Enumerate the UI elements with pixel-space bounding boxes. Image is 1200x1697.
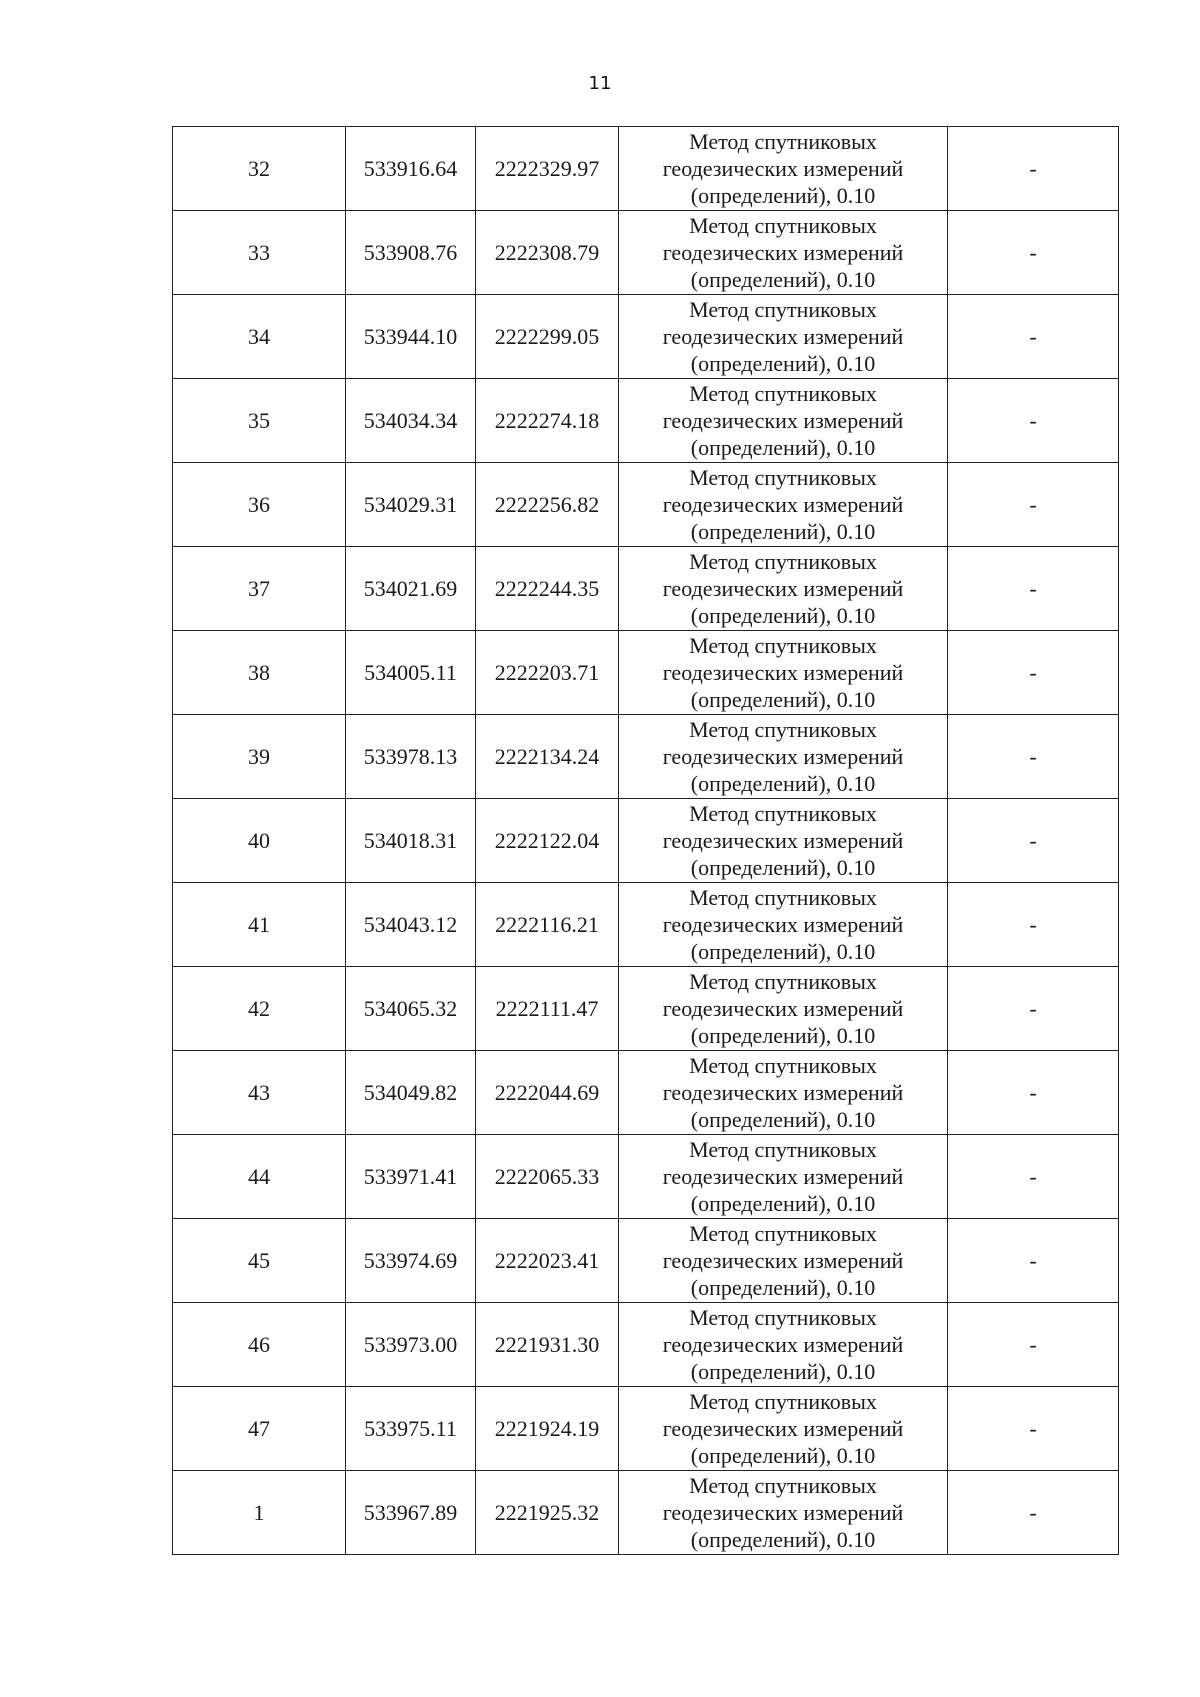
table-row — [173, 1303, 1119, 1387]
method-line: (определений), 0.10 — [690, 771, 876, 796]
point-number-cell: 43 — [173, 1051, 346, 1135]
method-line: Метод спутниковых — [689, 717, 877, 742]
method-cell — [619, 1219, 948, 1303]
y-coordinate-cell: 2222116.21 — [476, 883, 619, 967]
y-coordinate-cell: 2222044.69 — [476, 1051, 619, 1135]
point-number-cell: 34 — [173, 295, 346, 379]
method-line: (определений), 0.10 — [690, 351, 876, 376]
page-number: 11 — [588, 73, 612, 94]
point-number-cell: 44 — [173, 1135, 346, 1219]
x-coordinate-cell: 533916.64 — [346, 127, 476, 211]
method-line: Метод спутниковых — [689, 633, 877, 658]
x-coordinate-cell: 533973.00 — [346, 1303, 476, 1387]
y-coordinate-cell: 2222065.33 — [476, 1135, 619, 1219]
y-coordinate-cell: 2222299.05 — [476, 295, 619, 379]
method-line: (определений), 0.10 — [690, 267, 876, 292]
description-cell: - — [948, 379, 1119, 463]
table-row — [173, 463, 1119, 547]
method-line: (определений), 0.10 — [690, 519, 876, 544]
x-coordinate-cell: 534005.11 — [346, 631, 476, 715]
method-cell — [619, 967, 948, 1051]
method-line: геодезических измерений — [662, 408, 904, 433]
method-cell — [619, 1387, 948, 1471]
method-line: Метод спутниковых — [689, 1221, 877, 1246]
method-line: Метод спутниковых — [689, 213, 877, 238]
table-row — [173, 547, 1119, 631]
x-coordinate-cell: 533974.69 — [346, 1219, 476, 1303]
method-cell — [619, 883, 948, 967]
point-number-cell: 45 — [173, 1219, 346, 1303]
description-cell: - — [948, 715, 1119, 799]
method-line: Метод спутниковых — [689, 969, 877, 994]
point-number-cell: 36 — [173, 463, 346, 547]
x-coordinate-cell: 533975.11 — [346, 1387, 476, 1471]
table-row — [173, 127, 1119, 211]
method-line: геодезических измерений — [662, 912, 904, 937]
y-coordinate-cell: 2221925.32 — [476, 1471, 619, 1555]
method-line: (определений), 0.10 — [690, 1527, 876, 1552]
method-line: Метод спутниковых — [689, 801, 877, 826]
point-number-cell: 41 — [173, 883, 346, 967]
x-coordinate-cell: 534049.82 — [346, 1051, 476, 1135]
method-line: Метод спутниковых — [689, 885, 877, 910]
method-line: Метод спутниковых — [689, 1473, 877, 1498]
method-cell — [619, 463, 948, 547]
method-line: (определений), 0.10 — [690, 603, 876, 628]
method-line: Метод спутниковых — [689, 1137, 877, 1162]
description-cell: - — [948, 883, 1119, 967]
method-cell — [619, 715, 948, 799]
method-cell — [619, 631, 948, 715]
description-cell: - — [948, 799, 1119, 883]
point-number-cell: 1 — [173, 1471, 346, 1555]
method-line: Метод спутниковых — [689, 465, 877, 490]
point-number-cell: 47 — [173, 1387, 346, 1471]
method-line: (определений), 0.10 — [690, 1191, 876, 1216]
method-cell — [619, 547, 948, 631]
table-row — [173, 1387, 1119, 1471]
y-coordinate-cell: 2222329.97 — [476, 127, 619, 211]
x-coordinate-cell: 534018.31 — [346, 799, 476, 883]
y-coordinate-cell: 2222134.24 — [476, 715, 619, 799]
method-cell — [619, 1135, 948, 1219]
method-cell — [619, 1051, 948, 1135]
y-coordinate-cell: 2222203.71 — [476, 631, 619, 715]
method-line: (определений), 0.10 — [690, 1443, 876, 1468]
method-line: (определений), 0.10 — [690, 1023, 876, 1048]
point-number-cell: 42 — [173, 967, 346, 1051]
table-row — [173, 1051, 1119, 1135]
description-cell: - — [948, 1471, 1119, 1555]
method-line: (определений), 0.10 — [690, 1275, 876, 1300]
method-line: геодезических измерений — [662, 1164, 904, 1189]
x-coordinate-cell: 533971.41 — [346, 1135, 476, 1219]
method-line: геодезических измерений — [662, 660, 904, 685]
coordinates-table-body — [173, 127, 1119, 1555]
table-row — [173, 799, 1119, 883]
method-cell — [619, 211, 948, 295]
description-cell: - — [948, 211, 1119, 295]
description-cell: - — [948, 1219, 1119, 1303]
description-cell: - — [948, 463, 1119, 547]
method-cell — [619, 127, 948, 211]
point-number-cell: 46 — [173, 1303, 346, 1387]
description-cell: - — [948, 1387, 1119, 1471]
method-line: (определений), 0.10 — [690, 687, 876, 712]
x-coordinate-cell: 534029.31 — [346, 463, 476, 547]
coordinates-table — [172, 126, 1119, 1555]
method-line: Метод спутниковых — [689, 381, 877, 406]
method-line: (определений), 0.10 — [690, 1359, 876, 1384]
y-coordinate-cell: 2221931.30 — [476, 1303, 619, 1387]
point-number-cell: 35 — [173, 379, 346, 463]
method-cell — [619, 295, 948, 379]
method-line: Метод спутниковых — [689, 1389, 877, 1414]
table-row — [173, 1219, 1119, 1303]
method-line: геодезических измерений — [662, 324, 904, 349]
table-row — [173, 715, 1119, 799]
method-line: геодезических измерений — [662, 576, 904, 601]
x-coordinate-cell: 534021.69 — [346, 547, 476, 631]
method-cell — [619, 1303, 948, 1387]
y-coordinate-cell: 2222256.82 — [476, 463, 619, 547]
table-row — [173, 1135, 1119, 1219]
y-coordinate-cell: 2222308.79 — [476, 211, 619, 295]
y-coordinate-cell: 2222111.47 — [476, 967, 619, 1051]
y-coordinate-cell: 2222274.18 — [476, 379, 619, 463]
table-row — [173, 1471, 1119, 1555]
x-coordinate-cell: 533908.76 — [346, 211, 476, 295]
table-row — [173, 211, 1119, 295]
method-line: (определений), 0.10 — [690, 1107, 876, 1132]
point-number-cell: 40 — [173, 799, 346, 883]
method-line: Метод спутниковых — [689, 129, 877, 154]
method-line: Метод спутниковых — [689, 297, 877, 322]
x-coordinate-cell: 533967.89 — [346, 1471, 476, 1555]
method-line: геодезических измерений — [662, 744, 904, 769]
table-row — [173, 883, 1119, 967]
method-line: геодезических измерений — [662, 1332, 904, 1357]
description-cell: - — [948, 295, 1119, 379]
description-cell: - — [948, 1303, 1119, 1387]
method-line: геодезических измерений — [662, 1500, 904, 1525]
method-line: Метод спутниковых — [689, 1305, 877, 1330]
method-line: геодезических измерений — [662, 156, 904, 181]
y-coordinate-cell: 2222244.35 — [476, 547, 619, 631]
method-line: геодезических измерений — [662, 996, 904, 1021]
method-line: Метод спутниковых — [689, 549, 877, 574]
x-coordinate-cell: 533978.13 — [346, 715, 476, 799]
method-line: геодезических измерений — [662, 492, 904, 517]
point-number-cell: 32 — [173, 127, 346, 211]
table-row — [173, 631, 1119, 715]
point-number-cell: 38 — [173, 631, 346, 715]
method-cell — [619, 799, 948, 883]
method-cell — [619, 379, 948, 463]
x-coordinate-cell: 534065.32 — [346, 967, 476, 1051]
table-row — [173, 379, 1119, 463]
method-line: (определений), 0.10 — [690, 939, 876, 964]
x-coordinate-cell: 534034.34 — [346, 379, 476, 463]
table-row — [173, 295, 1119, 379]
point-number-cell: 37 — [173, 547, 346, 631]
method-line: (определений), 0.10 — [690, 435, 876, 460]
method-line: Метод спутниковых — [689, 1053, 877, 1078]
method-line: геодезических измерений — [662, 1248, 904, 1273]
method-line: геодезических измерений — [662, 1080, 904, 1105]
method-line: геодезических измерений — [662, 828, 904, 853]
x-coordinate-cell: 534043.12 — [346, 883, 476, 967]
description-cell: - — [948, 631, 1119, 715]
description-cell: - — [948, 1051, 1119, 1135]
description-cell: - — [948, 1135, 1119, 1219]
method-cell — [619, 1471, 948, 1555]
description-cell: - — [948, 127, 1119, 211]
method-line: (определений), 0.10 — [690, 183, 876, 208]
y-coordinate-cell: 2221924.19 — [476, 1387, 619, 1471]
x-coordinate-cell: 533944.10 — [346, 295, 476, 379]
y-coordinate-cell: 2222023.41 — [476, 1219, 619, 1303]
method-line: геодезических измерений — [662, 1416, 904, 1441]
point-number-cell: 39 — [173, 715, 346, 799]
description-cell: - — [948, 967, 1119, 1051]
table-row — [173, 967, 1119, 1051]
point-number-cell: 33 — [173, 211, 346, 295]
method-line: геодезических измерений — [662, 240, 904, 265]
description-cell: - — [948, 547, 1119, 631]
y-coordinate-cell: 2222122.04 — [476, 799, 619, 883]
method-line: (определений), 0.10 — [690, 855, 876, 880]
